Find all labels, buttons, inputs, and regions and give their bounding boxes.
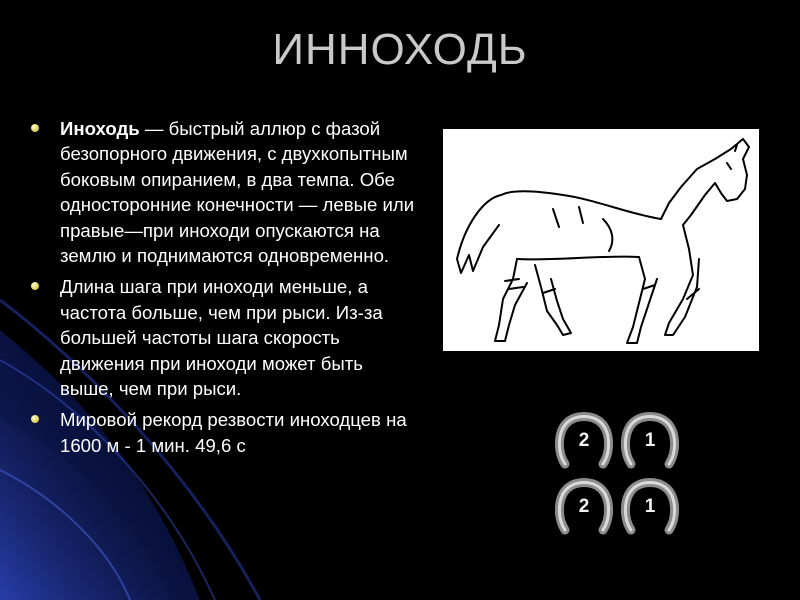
bullet-item-2: [26, 274, 418, 401]
hoof-number: 1: [644, 430, 656, 451]
horseshoe-icon: [555, 478, 613, 536]
bullet-list: [26, 116, 418, 464]
horseshoe-icon: [621, 478, 679, 536]
bullet-dot-icon: [31, 124, 39, 132]
hoof-number: 1: [644, 496, 656, 517]
bullet-dot-icon: [31, 415, 39, 423]
bullet-dot-icon: [31, 282, 39, 290]
pacing-horse-image: [443, 129, 759, 351]
bullet-item-1: [26, 116, 418, 268]
bullet-text: Мировой рекорд резвости иноходцев на 1600 м - 1 мин. 49,6 с: [60, 409, 407, 456]
horseshoe-icon: [555, 412, 613, 470]
horseshoe-icon: [621, 412, 679, 470]
hoof-diagram: [555, 412, 685, 538]
bullet-text: — быстрый аллюр с фазой безопорного движения, с двухкопытным боковым опиранием, в два темпа. Обе односторонние конечности — левые или правые—при иноходи опускаются на землю и поднимаются одновременно.: [60, 118, 415, 267]
bullet-text: Длина шага при иноходи меньше, а частота больше, чем при рыси. Из-за большей частоты шага скорость движения при иноходи может быть выше, чем при рыси.: [60, 276, 383, 400]
hoof-number: 2: [578, 430, 590, 451]
term-bold: Иноходь: [60, 118, 140, 139]
slide-title: ИННОХОДЬ: [272, 25, 528, 74]
hoof-number: 2: [578, 496, 590, 517]
horse-sketch-icon: [443, 129, 759, 351]
bullet-item-3: [26, 407, 418, 458]
